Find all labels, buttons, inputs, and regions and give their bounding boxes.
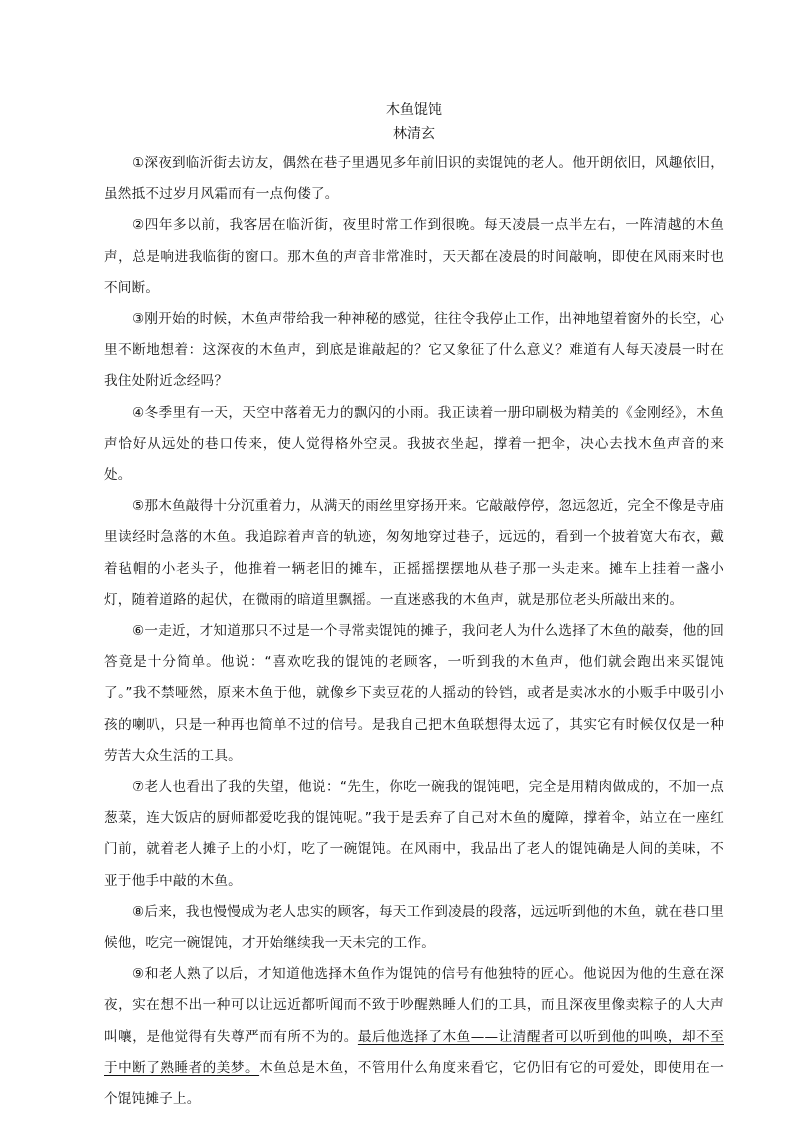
article-title: 木鱼馄饨 xyxy=(386,102,442,118)
article-author: 林清玄 xyxy=(393,126,435,142)
underlined-sentence: 最后他选择了木鱼——让清醒者可以听到他的叫唤，却不至于中断了熟睡者的美梦。 xyxy=(104,1028,724,1076)
paragraph-3: ③刚开始的时候，木鱼声带给我一种神秘的感觉，往往令我停止工作，出神地望着窗外的长空，心里不断地想着：这深夜的木鱼声，到底是谁敲起的？它又象征了什么意义？难道有人每天凌晨一时在我住处附近念经吗？ xyxy=(104,311,724,390)
paragraph-9 xyxy=(104,959,724,1115)
paragraph-6: ⑥一走近，才知道那只不过是一个寻常卖馄饨的摊子，我问老人为什么选择了木鱼的敲奏，他的回答竟是十分简单。他说：“喜欢吃我的馄饨的老顾客，一听到我的木鱼声，他们就会跑出来买馄饨了。”我不禁哑然，原来木鱼于他，就像乡下卖豆花的人摇动的铃铛，或者是卖冰水的小贩手中吸引小孩的喇叭，只是一种再也简单不过的信号。是我自己把木鱼联想得太远了，其实它有时候仅仅是一种劳苦大众生活的工具。 xyxy=(104,623,724,764)
paragraph-2: ②四年多以前，我客居在临沂街，夜里时常工作到很晚。每天凌晨一点半左右，一阵清越的木鱼声，总是响进我临街的窗口。那木鱼的声音非常准时，天天都在凌晨的时间敲响，即使在风雨来时也不间断。 xyxy=(104,217,724,296)
paragraph-5: ⑤那木鱼敲得十分沉重着力，从满天的雨丝里穿扬开来。它敲敲停停，忽远忽近，完全不像是寺庙里读经时急落的木鱼。我追踪着声音的轨迹，匆匆地穿过巷子，远远的，看到一个披着宽大布衣，戴着毡帽的小老头子，他推着一辆老旧的摊车，正摇摇摆摆地从巷子那一头走来。摊车上挂着一盏小灯，随着道路的起伏，在微雨的暗道里飘摇。一直迷惑我的木鱼声，就是那位老头所敲出来的。 xyxy=(104,498,724,608)
paragraph-9-text-end: 木鱼总是木鱼，不管用什么角度来看它，它仍旧有它的可爱处，即使用在一个馄饨摊子上。 xyxy=(104,1059,724,1108)
paragraph-4: ④冬季里有一天，天空中落着无力的飘闪的小雨。我正读着一册印刷极为精美的《金刚经》，木鱼声恰好从远处的巷口传来，使人觉得格外空灵。我披衣坐起，撑着一把伞，决心去找木鱼声音的来处。 xyxy=(104,404,724,484)
document-page xyxy=(104,98,724,1115)
paragraph-7: ⑦老人也看出了我的失望，他说：“先生，你吃一碗我的馄饨吧，完全是用精肉做成的，不加一点葱菜，连大饭店的厨师都爱吃我的馄饨呢。”我于是丢弃了自己对木鱼的魔障，撑着伞，站立在一座红门前，就着老人摊子上的小灯，吃了一碗馄饨。在风雨中，我品出了老人的馄饨确是人间的美味，不亚于他手中敲的木鱼。 xyxy=(104,779,724,889)
paragraph-1: ①深夜到临沂街去访友，偶然在巷子里遇见多年前旧识的卖馄饨的老人。他开朗依旧，风趣依旧，虽然抵不过岁月风霜而有一点佝偻了。 xyxy=(104,155,724,203)
paragraph-8: ⑧后来，我也慢慢成为老人忠实的顾客，每天工作到凌晨的段落，远远听到他的木鱼，就在巷口里候他，吃完一碗馄饨，才开始继续我一天未完的工作。 xyxy=(104,903,724,952)
paragraph-9-text-start: ⑨和老人熟了以后，才知道他选择木鱼作为馄饨的信号有他独特的匠心。他说因为他的生意在深夜，实在想不出一种可以让远近都听闻而不致于吵醒熟睡人们的工具，而且深夜里像卖粽子的人大声叫嚷，是他觉得有失尊严而有所不为的。 xyxy=(104,966,724,1045)
